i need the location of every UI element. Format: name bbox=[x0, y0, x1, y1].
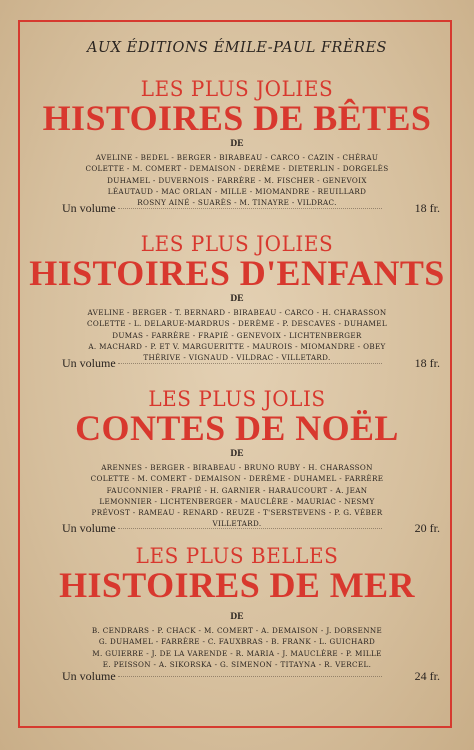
section-supertitle: LES PLUS JOLIS bbox=[148, 387, 326, 411]
author-list bbox=[57, 152, 417, 208]
volume-label: Un volume bbox=[62, 521, 116, 535]
volume-label: Un volume bbox=[62, 201, 116, 215]
author-line: COLETTE - M. COMERT - DEMAISON - DERÈME - DUHAMEL - FARRÈRE bbox=[90, 474, 384, 484]
author-list bbox=[57, 462, 417, 530]
author-line: LEMONNIER - LICHTENBERGER - MAUCLÈRE - MAURIAC - NESMY bbox=[99, 496, 375, 506]
author-line: E. PEISSON - A. SIKORSKA - G. SIMENON - TITAYNA - R. VERCEL. bbox=[102, 659, 372, 669]
section-de: DE bbox=[230, 139, 244, 149]
author-line: COLETTE - L. DELARUE-MARDRUS - DERÈME - P. DESCAVES - DUHAMEL bbox=[87, 319, 387, 329]
author-line: PRÉVOST - RAMEAU - RENARD - REUZE - T'SERSTEVENS - P. G. VÉBER bbox=[91, 508, 383, 518]
author-line: FAUCONNIER - FRAPIÉ - H. GARNIER - HARAUCOURT - A. JEAN bbox=[106, 485, 368, 495]
author-line: ROSNY AINÉ - SUARÈS - M. TINAYRE - VILDRAC. bbox=[137, 198, 337, 208]
author-line: B. CENDRARS - P. CHACK - M. COMERT - A. DEMAISON - J. DORSENNE bbox=[91, 626, 383, 635]
section-supertitle: LES PLUS JOLIES bbox=[140, 232, 334, 256]
author-line: THÉRIVE - VIGNAUD - VILDRAC - VILLETARD. bbox=[143, 353, 331, 363]
author-list bbox=[57, 307, 417, 363]
section-title: CONTES DE NOËL bbox=[75, 408, 399, 448]
price-value: 18 fr. bbox=[414, 201, 440, 215]
dotted-leader bbox=[118, 676, 382, 677]
publisher-name: AUX ÉDITIONS ÉMILE-PAUL FRÈRES bbox=[87, 40, 387, 56]
section-histoires-de-mer bbox=[0, 545, 474, 670]
dotted-leader bbox=[118, 208, 382, 209]
author-line: M. GUIERRE - J. DE LA VARENDE - R. MARIA - J. MAUCLÈRE - P. MILLE bbox=[92, 648, 382, 658]
author-line: A. MACHARD - P. ET V. MARGUERITTE - MAUROIS - MIOMANDRE - OBEY bbox=[88, 341, 386, 351]
section-contes-de-noel bbox=[0, 388, 474, 530]
author-line: DUMAS - FARRÈRE - FRAPIÉ - GENEVOIX - LICHTENBERGER bbox=[112, 330, 362, 340]
author-line: AVELINE - BEDEL - BERGER - BIRABEAU - CARCO - CAZIN - CHÉRAU bbox=[95, 153, 379, 162]
volume-label: Un volume bbox=[62, 356, 116, 370]
section-de: DE bbox=[230, 449, 244, 459]
price-value: 20 fr. bbox=[414, 521, 440, 535]
section-de: DE bbox=[230, 294, 244, 304]
author-list bbox=[57, 625, 417, 670]
section-histoires-de-betes bbox=[0, 78, 474, 208]
volume-label: Un volume bbox=[62, 669, 116, 683]
dotted-leader bbox=[118, 528, 382, 529]
section-supertitle: LES PLUS BELLES bbox=[135, 544, 339, 568]
price-value: 18 fr. bbox=[414, 356, 440, 370]
section-de: DE bbox=[230, 612, 244, 622]
author-line: COLETTE - M. COMERT - DEMAISON - DERÈME - DIETERLIN - DORGELÈS bbox=[85, 164, 389, 174]
section-title: HISTOIRES DE MER bbox=[59, 565, 415, 605]
author-line: ARENNES - BERGER - BIRABEAU - BRUNO RUBY - H. CHARASSON bbox=[101, 463, 373, 472]
author-line: AVELINE - BERGER - T. BERNARD - BIRABEAU - CARCO - H. CHARASSON bbox=[87, 308, 387, 317]
author-line: G. DUHAMEL - FARRÈRE - C. FAUXBRAS - B. FRANK - L. GUICHARD bbox=[98, 637, 376, 647]
section-title: HISTOIRES DE BÊTES bbox=[42, 98, 432, 138]
author-line: LÉAUTAUD - MAC ORLAN - MILLE - MIOMANDRE - REUILLARD bbox=[107, 186, 367, 196]
section-histoires-d-enfants bbox=[0, 233, 474, 363]
author-line: VILLETARD. bbox=[212, 519, 262, 529]
price-value: 24 fr. bbox=[414, 669, 440, 683]
section-supertitle: LES PLUS JOLIES bbox=[140, 77, 334, 101]
dotted-leader bbox=[118, 363, 382, 364]
section-title: HISTOIRES D'ENFANTS bbox=[29, 253, 445, 293]
author-line: DUHAMEL - DUVERNOIS - FARRÈRE - M. FISCHER - GENEVOIX bbox=[107, 175, 367, 185]
